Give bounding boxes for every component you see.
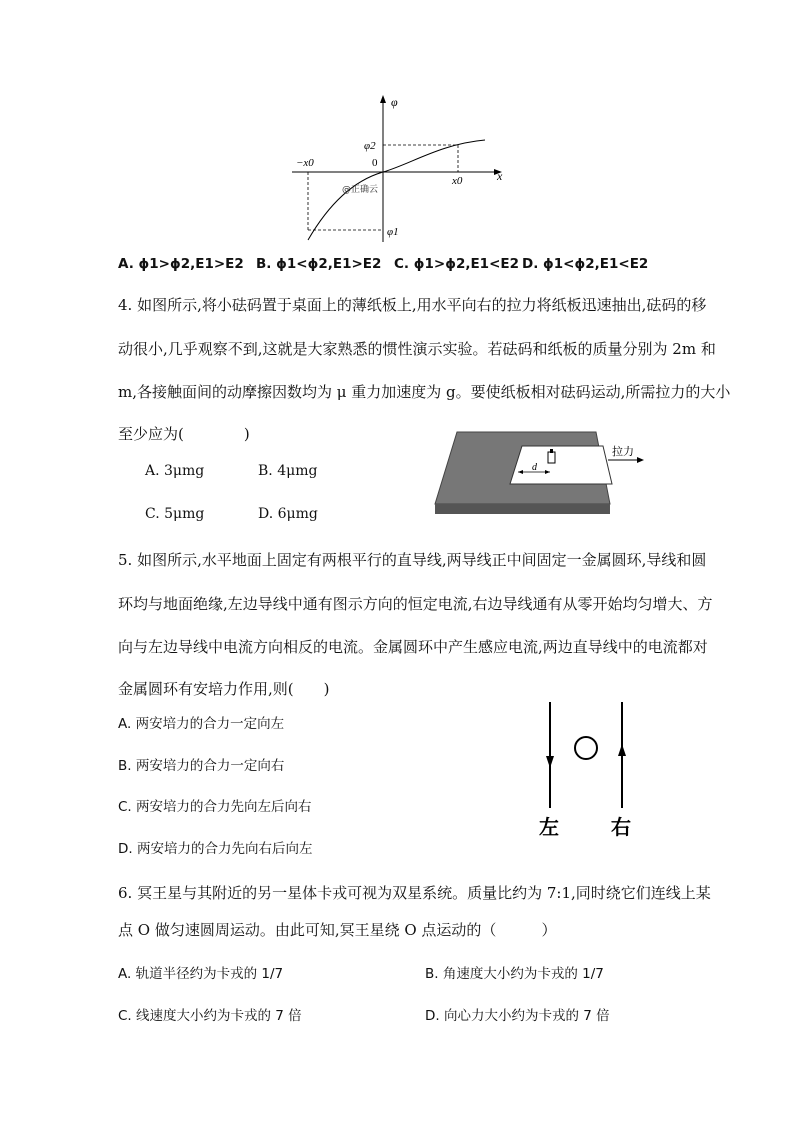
x0-label: x0 bbox=[452, 175, 463, 187]
figure-d-label: d bbox=[532, 462, 537, 473]
q6-line-2: 点 O 做匀速圆周运动。由此可知,冥王星绕 O 点运动的（ ） bbox=[118, 921, 557, 939]
phi1-label: φ1 bbox=[387, 226, 399, 238]
q5-option-c[interactable]: C. 两安培力的合力先向左后向右 bbox=[118, 799, 312, 815]
q4-line-1: 4. 如图所示,将小砝码置于桌面上的薄纸板上,用水平向右的拉力将纸板迅速抽出,砝码的移 bbox=[118, 296, 707, 314]
q4-option-c[interactable]: C. 5μmg bbox=[145, 506, 205, 522]
y-axis-label: φ bbox=[391, 95, 398, 109]
q5-option-b[interactable]: B. 两安培力的合力一定向右 bbox=[118, 758, 285, 774]
q4-option-b[interactable]: B. 4μmg bbox=[258, 463, 318, 479]
wires-ring-figure bbox=[530, 696, 650, 841]
neg-x0-label: −x0 bbox=[296, 157, 314, 169]
q4-line-2: 动很小,几乎观察不到,这就是大家熟悉的惯性演示实验。若砝码和纸板的质量分别为 2m 和 bbox=[118, 340, 716, 358]
pull-force-label: 拉力 bbox=[612, 445, 634, 458]
q5-option-a[interactable]: A. 两安培力的合力一定向左 bbox=[118, 716, 285, 732]
q3-option-c[interactable]: C. ϕ1>ϕ2,E1<E2 bbox=[394, 256, 520, 272]
phi2-label: φ2 bbox=[364, 140, 376, 152]
q4-line-4: 至少应为( ) bbox=[118, 425, 250, 443]
watermark: @正确云 bbox=[342, 185, 379, 195]
q6-option-b[interactable]: B. 角速度大小约为卡戎的 1/7 bbox=[425, 966, 604, 982]
q6-option-a[interactable]: A. 轨道半径约为卡戎的 1/7 bbox=[118, 966, 284, 982]
q4-option-a[interactable]: A. 3μmg bbox=[145, 463, 205, 479]
q5-line-2: 环均与地面绝缘,左边导线中通有图示方向的恒定电流,右边导线通有从零开始均匀增大、方 bbox=[118, 595, 713, 613]
q5-option-d[interactable]: D. 两安培力的合力先向右后向左 bbox=[118, 841, 313, 857]
q3-option-b[interactable]: B. ϕ1<ϕ2,E1>E2 bbox=[256, 256, 382, 272]
q6-option-d[interactable]: D. 向心力大小约为卡戎的 7 倍 bbox=[425, 1008, 610, 1024]
x-axis-label: x bbox=[497, 169, 503, 183]
phi-x-graph bbox=[280, 92, 520, 247]
q6-option-c[interactable]: C. 线速度大小约为卡戎的 7 倍 bbox=[118, 1008, 302, 1024]
paper-weight-figure bbox=[430, 428, 650, 522]
q5-line-4: 金属圆环有安培力作用,则( ) bbox=[118, 680, 330, 698]
q5-line-3: 向与左边导线中电流方向相反的电流。金属圆环中产生感应电流,两边直导线中的电流都对 bbox=[118, 638, 708, 656]
q3-option-a[interactable]: A. ϕ1>ϕ2,E1>E2 bbox=[118, 256, 244, 272]
q4-option-d[interactable]: D. 6μmg bbox=[258, 506, 318, 522]
origin-label: 0 bbox=[372, 157, 378, 169]
q6-line-1: 6. 冥王星与其附近的另一星体卡戎可视为双星系统。质量比约为 7:1,同时绕它们连线上某 bbox=[118, 884, 711, 902]
left-wire-label: 左 bbox=[539, 815, 559, 839]
right-wire-label: 右 bbox=[611, 815, 631, 839]
q5-line-1: 5. 如图所示,水平地面上固定有两根平行的直导线,两导线正中间固定一金属圆环,导线和圆 bbox=[118, 551, 707, 569]
q3-option-d[interactable]: D. ϕ1<ϕ2,E1<E2 bbox=[522, 256, 649, 272]
q4-line-3: m,各接触面间的动摩擦因数均为 μ 重力加速度为 g。要使纸板相对砝码运动,所需拉力的大小 bbox=[118, 383, 731, 401]
